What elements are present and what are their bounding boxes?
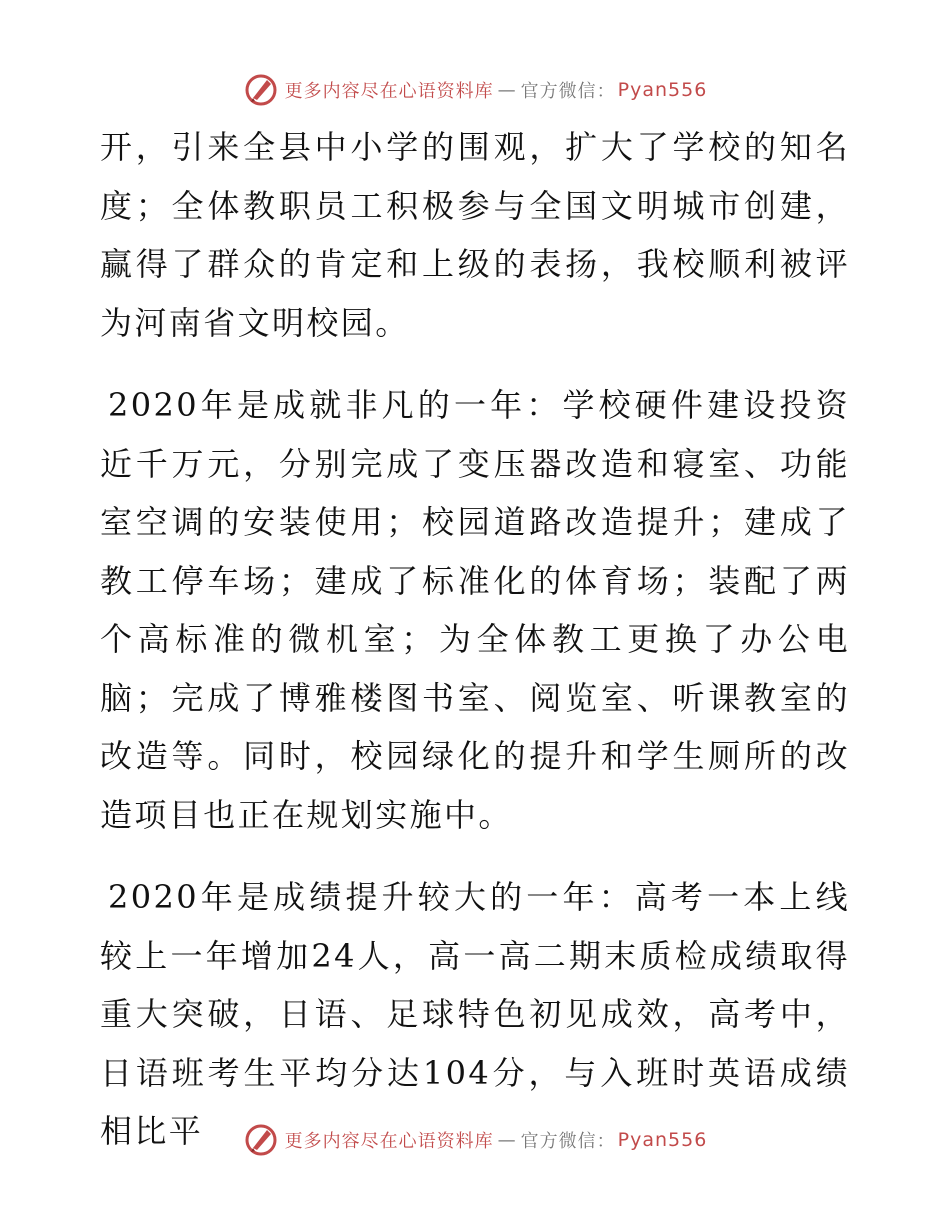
pen-logo-icon xyxy=(243,1122,279,1158)
watermark-text: 更多内容尽在心语资料库 xyxy=(284,81,494,102)
watermark-text: 更多内容尽在心语资料库 xyxy=(284,1131,494,1152)
watermark-header xyxy=(0,68,950,112)
watermark-footer xyxy=(0,1118,950,1162)
watermark-dash: — xyxy=(497,79,517,101)
watermark-wechat-id: Pyan556 xyxy=(617,1129,708,1151)
watermark-wechat-id: Pyan556 xyxy=(617,79,708,101)
paragraph-3: 2020年是成绩提升较大的一年：高考一本上线较上一年增加24人，高一高二期末质检成绩取得重大突破，日语、足球特色初见成效，高考中，日语班考生平均分达104分，与入班时英语成绩相比平 xyxy=(100,878,850,1150)
watermark-wechat-label: 官方微信： xyxy=(520,81,616,102)
watermark-wechat-label: 官方微信： xyxy=(520,1131,616,1152)
pen-logo-icon xyxy=(243,72,279,108)
paragraph-2: 2020年是成就非凡的一年：学校硬件建设投资近千万元，分别完成了变压器改造和寝室、功能室空调的安装使用；校园道路改造提升；建成了教工停车场；建成了标准化的体育场；装配了两个高标准的微机室；为全体教工更换了办公电脑；完成了博雅楼图书室、阅览室、听课教室的改造等。同时，校园绿化的提升和学生厕所的改造项目也正在规划实施中。 xyxy=(100,386,850,834)
document-body xyxy=(100,118,850,1161)
watermark-dash: — xyxy=(497,1129,517,1151)
paragraph-1: 开，引来全县中小学的围观，扩大了学校的知名度；全体教职员工积极参与全国文明城市创建，赢得了群众的肯定和上级的表扬，我校顺利被评为河南省文明校园。 xyxy=(100,128,850,342)
